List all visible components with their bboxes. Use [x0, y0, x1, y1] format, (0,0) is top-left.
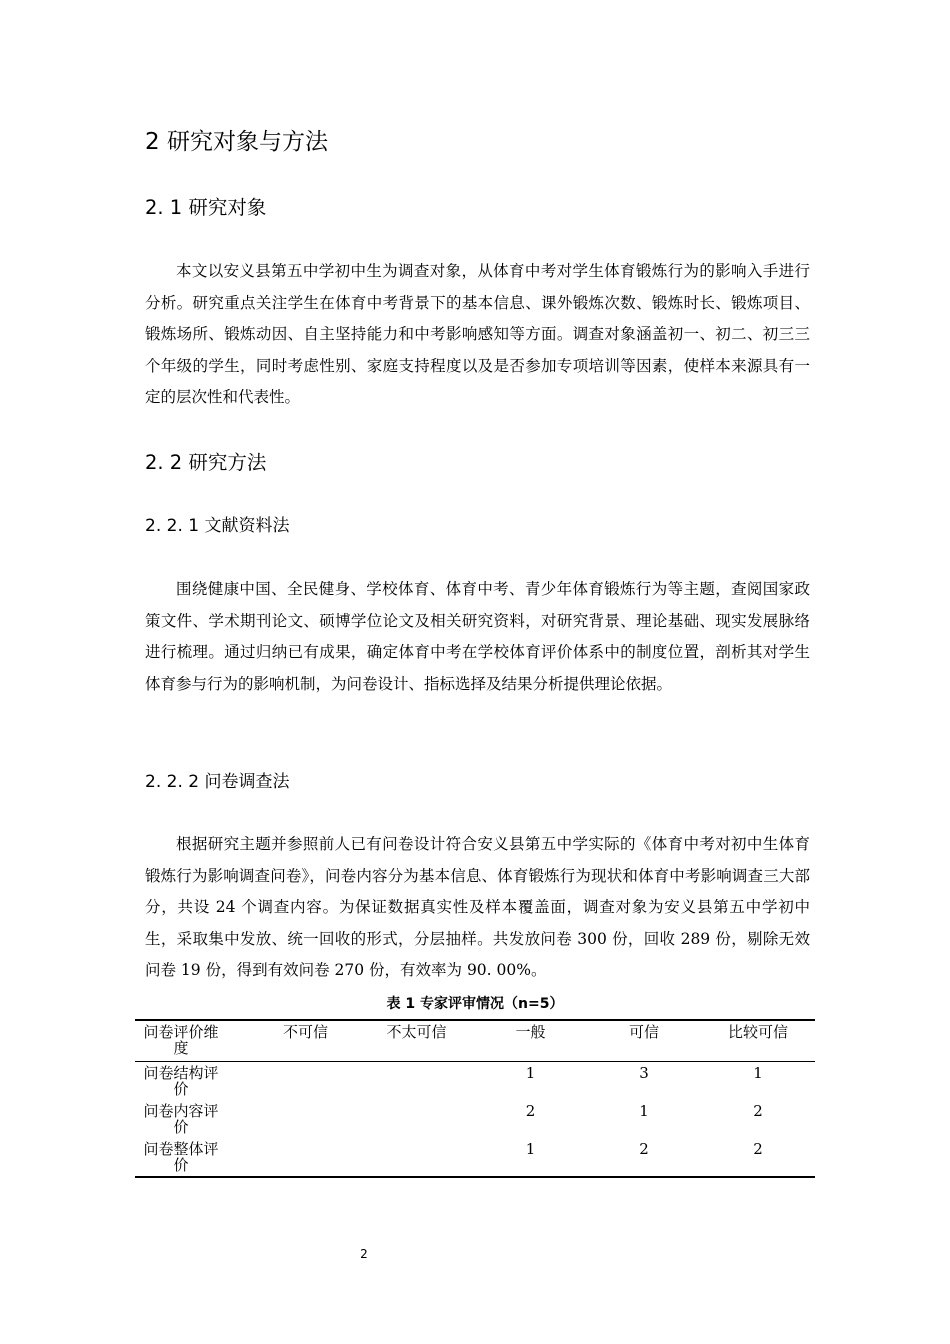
table-cell	[252, 1138, 359, 1177]
table-cell	[252, 1062, 359, 1101]
table-cell	[359, 1062, 474, 1101]
table-cell: 2	[753, 1102, 763, 1120]
header-cell-quite-credible: 比较可信	[727, 1023, 788, 1041]
table-row	[135, 1100, 815, 1138]
paragraph-research-object: 本文以安义县第五中学初中生为调查对象，从体育中考对学生体育锻炼行为的影响入手进行分析。研究重点关注学生在体育中考背景下的基本信息、课外锻炼次数、锻炼时长、锻炼项目、锻炼场所、锻炼动因、自主坚持能力和中考影响感知等方面。调查对象涵盖初一、初二、初三三个年级的学生，同时考虑性别、家庭支持程度以及是否参加专项培训等因素，使样本来源具有一定的层次性和代表性。	[145, 262, 810, 406]
table-cell: 1	[753, 1064, 763, 1082]
row-label-cell: 问卷整体评价	[143, 1140, 219, 1174]
table-cell: 1	[525, 1140, 536, 1158]
header-cell-neutral: 一般	[515, 1023, 546, 1041]
table-cell: 2	[639, 1140, 649, 1158]
paragraph-questionnaire: 根据研究主题并参照前人已有问卷设计符合安义县第五中学实际的《体育中考对初中生体育锻炼行为影响调查问卷》，问卷内容分为基本信息、体育锻炼行为现状和体育中考影响调查三大部分，共设 24 个调查内容。为保证数据真实性及样本覆盖面，调查对象为安义县第五中学初中生，采取集中发放、统一回收的形式，分层抽样。共发放问卷 300 份，回收 289 份，剔除无效问卷 19 份，得到有效问卷 270 份，有效率为 90. 00%。	[145, 835, 810, 979]
table-cell: 1	[525, 1064, 536, 1082]
table-cell	[359, 1100, 474, 1138]
table-cell: 3	[639, 1064, 649, 1082]
header-cell-less-credible: 不太可信	[386, 1023, 447, 1041]
table-cell: 1	[639, 1102, 649, 1120]
paragraph-literature: 围绕健康中国、全民健身、学校体育、体育中考、青少年体育锻炼行为等主题，查阅国家政策文件、学术期刊论文、硕博学位论文及相关研究资料，对研究背景、理论基础、现实发展脉络进行梳理。通过归纳已有成果，确定体育中考在学校体育评价体系中的制度位置，剖析其对学生体育参与行为的影响机制，为问卷设计、指标选择及结果分析提供理论依据。	[145, 580, 810, 693]
table-caption: 表 1 专家评审情况（n=5）	[386, 996, 564, 1012]
table-cell	[252, 1100, 359, 1138]
header-cell-credible: 可信	[628, 1023, 659, 1041]
table-cell: 2	[753, 1140, 763, 1158]
section-heading: 2 研究对象与方法	[145, 129, 328, 155]
table-cell: 2	[525, 1102, 536, 1120]
header-cell-not-credible: 不可信	[282, 1023, 328, 1041]
expert-review-table	[135, 1019, 815, 1178]
row-label-cell: 问卷结构评价	[143, 1064, 219, 1098]
table-row	[135, 1062, 815, 1101]
table-cell	[359, 1138, 474, 1177]
table-row	[135, 1138, 815, 1177]
subsection-heading-research-method: 2. 2 研究方法	[145, 451, 267, 474]
subsubsection-heading-literature: 2. 2. 1 文献资料法	[145, 516, 290, 536]
subsubsection-heading-questionnaire: 2. 2. 2 问卷调查法	[145, 772, 290, 792]
subsection-heading-research-object: 2. 1 研究对象	[145, 196, 267, 219]
table-header-row	[135, 1020, 815, 1062]
page-number: 2	[360, 1247, 368, 1261]
header-cell-dimension: 问卷评价维度	[143, 1023, 219, 1057]
row-label-cell: 问卷内容评价	[143, 1102, 219, 1136]
